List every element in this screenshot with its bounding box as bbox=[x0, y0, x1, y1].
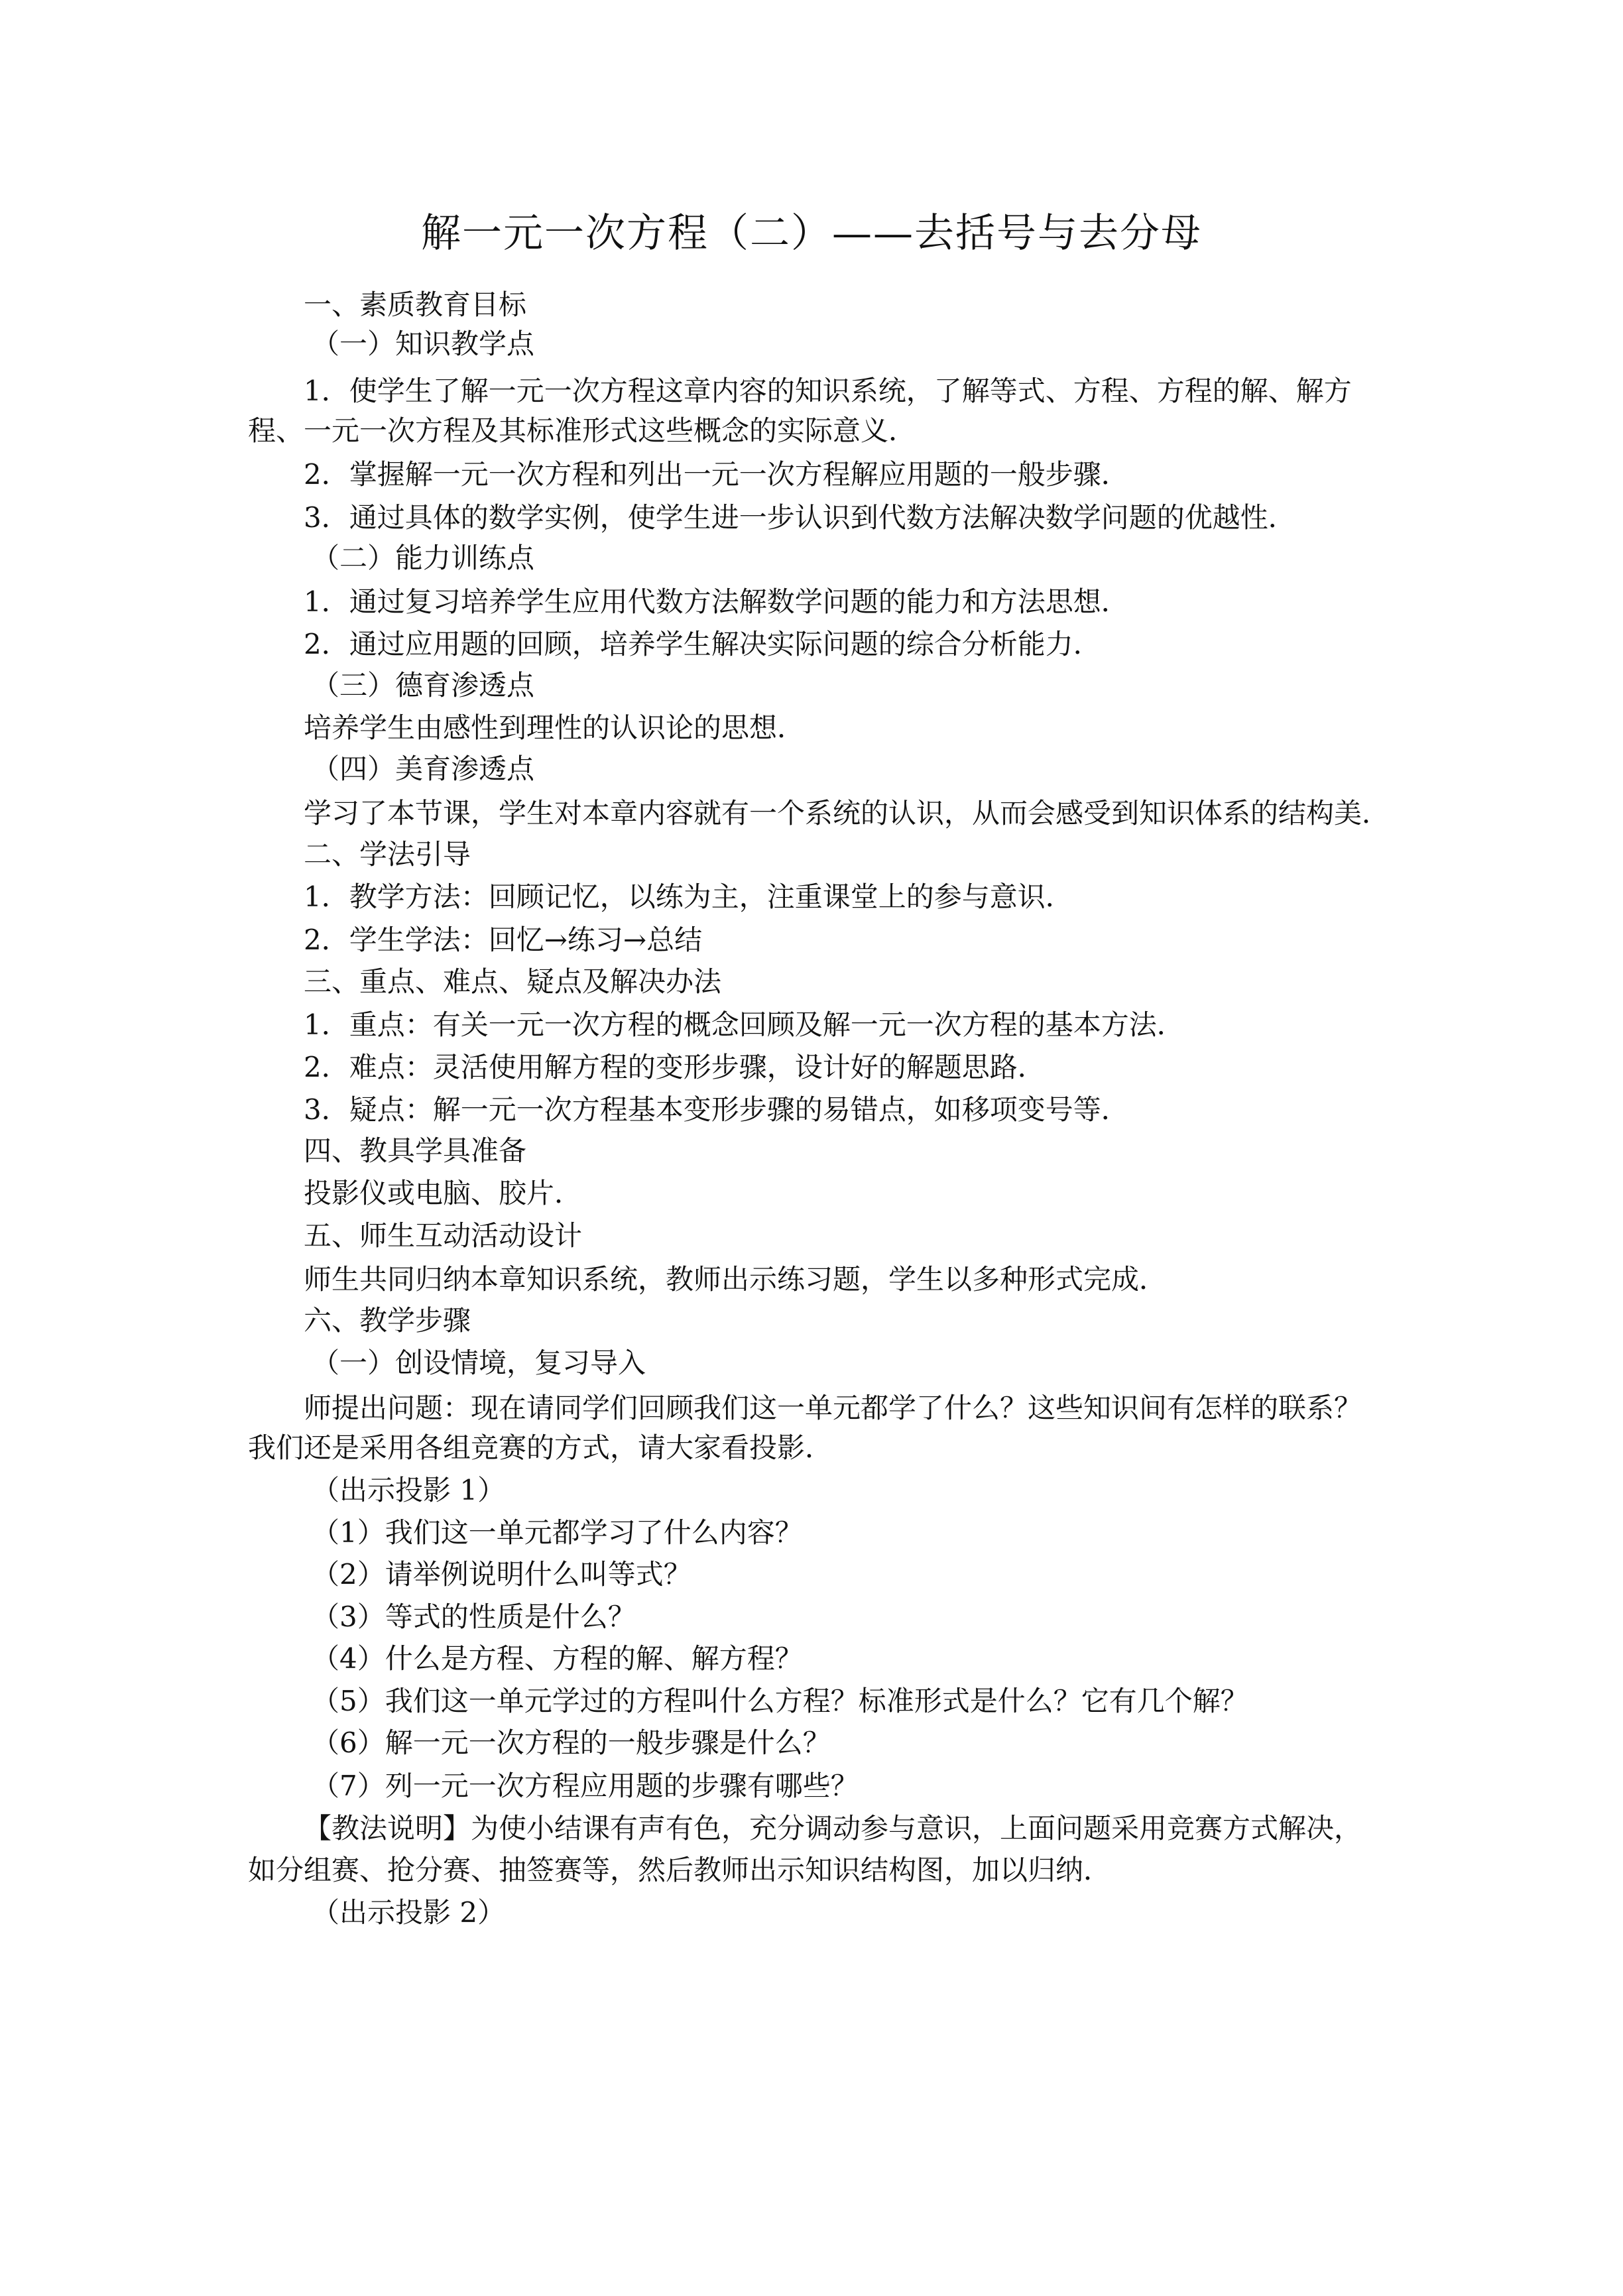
section-heading: 三、重点、难点、疑点及解决办法 bbox=[304, 965, 722, 998]
section-heading: 二、学法引导 bbox=[304, 838, 471, 871]
section-heading: 六、教学步骤 bbox=[304, 1304, 471, 1337]
subsection-heading: （一）知识教学点 bbox=[312, 328, 535, 360]
section-heading: 四、教具学具准备 bbox=[304, 1134, 527, 1167]
paragraph-line: 1．通过复习培养学生应用代数方法解数学问题的能力和方法思想． bbox=[304, 585, 1129, 618]
paragraph-line: 我们还是采用各组竞赛的方式，请大家看投影． bbox=[248, 1431, 833, 1464]
question-item: （1）我们这一单元都学习了什么内容？ bbox=[312, 1516, 803, 1549]
paragraph-line: 师提出问题：现在请同学们回顾我们这一单元都学了什么？这些知识间有怎样的联系？ bbox=[304, 1392, 1362, 1424]
paragraph-line: 投影仪或电脑、胶片． bbox=[304, 1177, 583, 1209]
question-item: （2）请举例说明什么叫等式？ bbox=[312, 1558, 691, 1591]
paragraph-line: 1．重点：有关一元一次方程的概念回顾及解一元一次方程的基本方法． bbox=[304, 1008, 1185, 1041]
document-title: 解一元一次方程（二）——去括号与去分母 bbox=[421, 210, 1202, 257]
section-heading: 一、素质教育目标 bbox=[304, 288, 527, 321]
question-item: （5）我们这一单元学过的方程叫什么方程？标准形式是什么？它有几个解？ bbox=[312, 1685, 1248, 1717]
section-heading: 五、师生互动活动设计 bbox=[304, 1219, 583, 1252]
paragraph-line: （出示投影 2） bbox=[312, 1896, 506, 1929]
paragraph-line: 2．通过应用题的回顾，培养学生解决实际问题的综合分析能力． bbox=[304, 628, 1101, 660]
paragraph-line: 2．难点：灵活使用解方程的变形步骤，设计好的解题思路． bbox=[304, 1051, 1046, 1083]
question-item: （4）什么是方程、方程的解、解方程？ bbox=[312, 1642, 803, 1675]
paragraph-line: 1．教学方法：回顾记忆，以练为主，注重课堂上的参与意识． bbox=[304, 880, 1073, 913]
paragraph-line: 培养学生由感性到理性的认识论的思想． bbox=[304, 711, 806, 744]
question-item: （3）等式的性质是什么？ bbox=[312, 1601, 636, 1633]
paragraph-line: 如分组赛、抢分赛、抽签赛等，然后教师出示知识结构图，加以归纳． bbox=[248, 1854, 1112, 1886]
paragraph-line: 2．掌握解一元一次方程和列出一元一次方程解应用题的一般步骤． bbox=[304, 458, 1129, 491]
subsection-heading: （二）能力训练点 bbox=[312, 542, 535, 574]
paragraph-line: 学习了本节课，学生对本章内容就有一个系统的认识，从而会感受到知识体系的结构美． bbox=[304, 797, 1390, 829]
paragraph-line: 3．疑点：解一元一次方程基本变形步骤的易错点，如移项变号等． bbox=[304, 1093, 1129, 1126]
subsection-heading: （三）德育渗透点 bbox=[312, 669, 535, 701]
paragraph-line: 3．通过具体的数学实例，使学生进一步认识到代数方法解决数学问题的优越性． bbox=[304, 501, 1296, 534]
subsection-heading: （一）创设情境，复习导入 bbox=[312, 1347, 646, 1379]
paragraph-line: 2．学生学法：回忆→练习→总结 bbox=[304, 924, 703, 956]
paragraph-line: （出示投影 1） bbox=[312, 1474, 506, 1506]
paragraph-line: 程、一元一次方程及其标准形式这些概念的实际意义． bbox=[248, 414, 917, 447]
paragraph-line: 【教法说明】为使小结课有声有色，充分调动参与意识，上面问题采用竞赛方式解决， bbox=[304, 1812, 1362, 1844]
paragraph-line: 1．使学生了解一元一次方程这章内容的知识系统，了解等式、方程、方程的解、解方 bbox=[304, 375, 1352, 407]
question-item: （6）解一元一次方程的一般步骤是什么？ bbox=[312, 1726, 831, 1759]
question-item: （7）列一元一次方程应用题的步骤有哪些？ bbox=[312, 1770, 859, 1802]
subsection-heading: （四）美育渗透点 bbox=[312, 753, 535, 785]
paragraph-line: 师生共同归纳本章知识系统，教师出示练习题，学生以多种形式完成． bbox=[304, 1263, 1168, 1296]
